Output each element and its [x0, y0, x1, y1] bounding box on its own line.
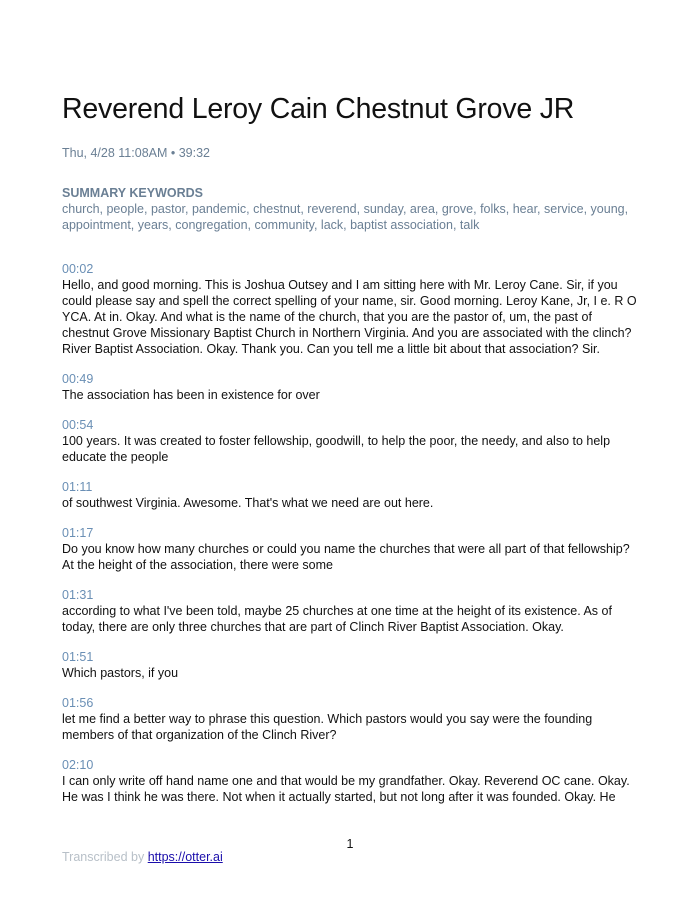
transcript-segment — [62, 695, 642, 743]
page-number: 1 — [346, 837, 354, 851]
segment-text: let me find a better way to phrase this question. Which pastors would you say were the founding members of that organization of the Clinch River? — [62, 712, 593, 742]
segment-text: Hello, and good morning. This is Joshua Outsey and I am sitting here with Mr. Leroy Cane. Sir, if you could please say and spell the correct spelling of your name, sir. Good morning. Leroy Kane, Jr, I e. R O YCA. At in. Okay. And what is the name of the church, that you are the pastor of, um, the past of chestnut Grove Missionary Baptist Church in Northern Virginia. And you are associated with the clinch? River Baptist Association. Okay. Thank you. Can you tell me a little bit about that association? Sir. — [62, 278, 637, 356]
transcript-segment — [62, 261, 642, 357]
segment-timestamp: 00:54 — [62, 418, 94, 432]
segment-text: 100 years. It was created to foster fellowship, goodwill, to help the poor, the needy, and also to help educate the people — [62, 434, 611, 464]
segment-timestamp: 02:10 — [62, 758, 94, 772]
segment-text: of southwest Virginia. Awesome. That's what we need are out here. — [62, 496, 434, 510]
segment-text: Which pastors, if you — [62, 666, 179, 680]
segment-text: Do you know how many churches or could you name the churches that were all part of that fellowship? At the height of the association, there were some — [62, 542, 630, 572]
transcription-credit — [62, 850, 223, 864]
transcript-segment — [62, 757, 642, 805]
transcript-segment — [62, 371, 642, 403]
transcript-segment — [62, 587, 642, 635]
segment-timestamp: 01:31 — [62, 588, 94, 602]
page-title: Reverend Leroy Cain Chestnut Grove JR — [62, 93, 575, 125]
segment-text: I can only write off hand name one and that would be my grandfather. Okay. Reverend OC cane. Okay. He was I think he was there. Not when it actually started, but not long after it was founded. Okay. He — [62, 774, 630, 804]
segment-timestamp: 01:51 — [62, 650, 94, 664]
segment-text: according to what I've been told, maybe 25 churches at one time at the height of its existence. As of today, there are only three churches that are part of Clinch River Baptist Association. Okay. — [62, 604, 612, 634]
transcribed-by-label: Transcribed by — [62, 850, 145, 864]
summary-keywords — [62, 185, 642, 233]
transcript-segment — [62, 417, 642, 465]
transcript — [62, 261, 642, 819]
segment-timestamp: 00:49 — [62, 372, 94, 386]
transcript-segment — [62, 479, 642, 511]
segment-timestamp: 01:17 — [62, 526, 94, 540]
segment-text: The association has been in existence for over — [62, 388, 320, 402]
transcript-segment — [62, 649, 642, 681]
otter-link[interactable]: https://otter.ai — [147, 850, 223, 864]
transcript-segment — [62, 525, 642, 573]
summary-keywords-list: church, people, pastor, pandemic, chestnut, reverend, sunday, area, grove, folks, hear, service, young, appointment, years, congregation, community, lack, baptist association, talk — [62, 202, 629, 232]
segment-timestamp: 00:02 — [62, 262, 94, 276]
segment-timestamp: 01:56 — [62, 696, 94, 710]
recording-meta: Thu, 4/28 11:08AM • 39:32 — [62, 146, 210, 160]
summary-keywords-heading: SUMMARY KEYWORDS — [62, 186, 203, 200]
segment-timestamp: 01:11 — [62, 480, 93, 494]
